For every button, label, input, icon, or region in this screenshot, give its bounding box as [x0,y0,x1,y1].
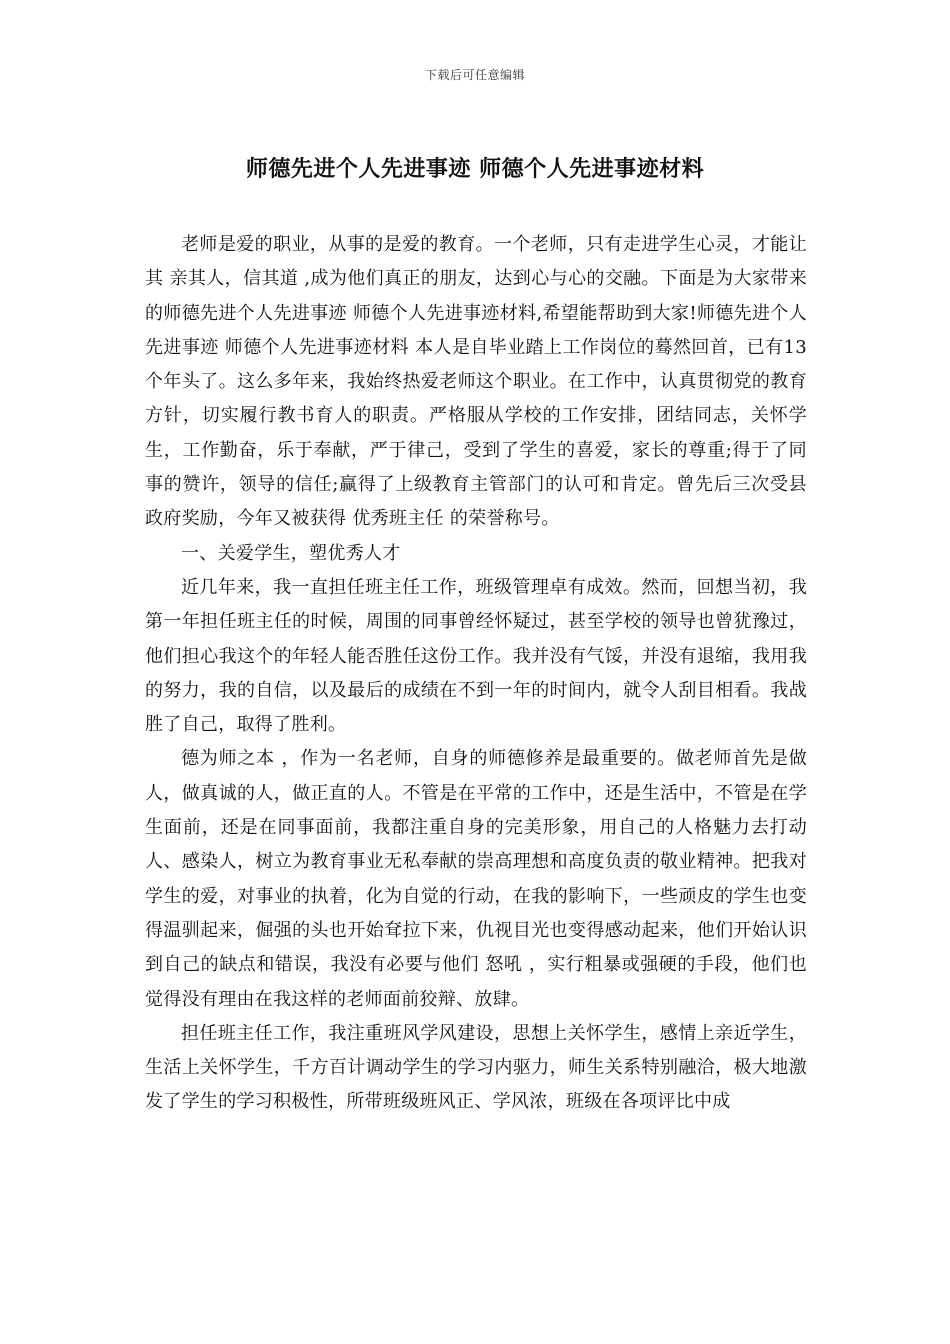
document-body [145,228,807,1120]
paragraph-section-1b: 德为师之本 ，作为一名老师，自身的师德修养是最重要的。做老师首先是做人，做真诚的人，做正直的人。不管是在平常的工作中，还是生活中，不管是在学生面前，还是在同事面前，我都注重自身的完美形象，用自己的人格魅力去打动人、感染人，树立为教育事业无私奉献的崇高理想和高度负责的敬业精神。把我对学生的爱，对事业的执着，化为自觉的行动，在我的影响下，一些顽皮的学生也变得温驯起来，倔强的头也开始耷拉下来，仇视目光也变得感动起来，他们开始认识到自己的缺点和错误，我没有必要与他们 怒吼 ，实行粗暴或强硬的手段，他们也觉得没有理由在我这样的老师面前狡辩、放肆。 [145,748,807,1010]
header-note: 下载后可任意编辑 [424,68,525,82]
document-title: 师德先进个人先进事迹 师德个人先进事迹材料 [245,156,705,182]
paragraph-section-1c: 担任班主任工作，我注重班风学风建设，思想上关怀学生，感情上亲近学生，生活上关怀学生，千方百计调动学生的学习内驱力，师生关系特别融洽，极大地激发了学生的学习积极性，所带班级班风正、学风浓，班级在各项评比中成 [145,1022,807,1113]
paragraph-section-1a: 近几年来，我一直担任班主任工作，班级管理卓有成效。然而，回想当初，我第一年担任班主任的时候，周围的同事曾经怀疑过，甚至学校的领导也曾犹豫过，他们担心我这个的年轻人能否胜任这份工作。我并没有气馁，并没有退缩，我用我的努力，我的自信，以及最后的成绩在不到一年的时间内，就令人刮目相看。我战胜了自己，取得了胜利。 [145,576,807,736]
section-heading-1: 一、关爱学生，塑优秀人才 [181,542,401,564]
paragraph-intro: 老师是爱的职业，从事的是爱的教育。一个老师，只有走进学生心灵，才能让其 亲其人，信其道 ,成为他们真正的朋友，达到心与心的交融。下面是为大家带来的师德先进个人先进事迹 师德个人先进事迹材料,希望能帮助到大家!师德先进个人先进事迹 师德个人先进事迹材料 本人是自毕业踏上工作岗位的蓦然回首，已有13个年头了。这么多年来，我始终热爱老师这个职业。在工作中，认真贯彻党的教育方针，切实履行教书育人的职责。严格服从学校的工作安排，团结同志，关怀学生，工作勤奋，乐于奉献，严于律己，受到了学生的喜爱，家长的尊重;得于了同事的赞许，领导的信任;赢得了上级教育主管部门的认可和肯定。曾先后三次受县政府奖励，今年又被获得 优秀班主任 的荣誉称号。 [145,234,807,530]
